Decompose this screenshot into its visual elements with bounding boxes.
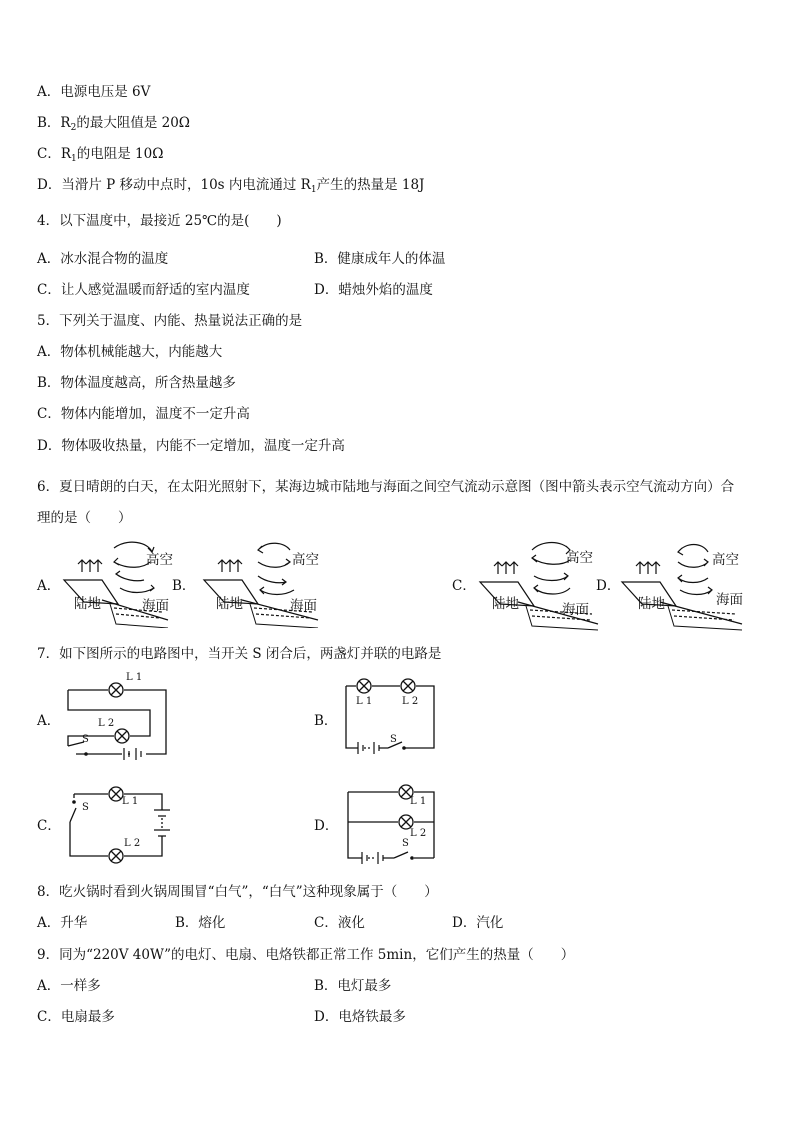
q8-stem: 8．吃火锅时看到火锅周围冒“白气”，“白气”这种现象属于（ ） — [37, 884, 438, 900]
q3-option-b — [37, 114, 190, 137]
q6-option-c-label: C． — [452, 578, 476, 594]
q8-option-b: B．熔化 — [175, 915, 226, 931]
switch-s-label: S — [82, 734, 89, 745]
q8-option-c: C．液化 — [314, 915, 365, 931]
q5-option-c: C．物体内能增加，温度不一定升高 — [37, 406, 250, 422]
circuit-diagram-c — [64, 780, 180, 864]
lamp-l1-label: L 1 — [410, 796, 427, 807]
q6-figure-d — [616, 538, 748, 632]
q8-option-d: D．汽化 — [452, 915, 504, 931]
q7-circuit-b — [340, 676, 440, 756]
q9-option-a: A．一样多 — [37, 978, 101, 994]
q8-option-a: A．升华 — [37, 915, 88, 931]
high-air-label: 高空 — [292, 552, 319, 568]
land-label: 陆地 — [216, 596, 243, 612]
land-label: 陆地 — [74, 596, 101, 612]
q7-stem: 7．如下图所示的电路图中，当开关 S 闭合后，两盏灯并联的电路是 — [37, 646, 442, 662]
q9-option-b: B．电灯最多 — [314, 978, 392, 994]
q9-stem: 9．同为“220V 40W”的电灯、电扇、电烙铁都正常工作 5min，它们产生的热量（ ） — [37, 947, 575, 963]
circuit-diagram-d — [344, 782, 440, 866]
q5-option-b: B．物体温度越高，所含热量越多 — [37, 375, 236, 391]
lamp-l2-label: L 2 — [98, 718, 115, 729]
sea-label: 海面 — [716, 592, 743, 608]
lamp-l2-label: L 2 — [402, 696, 419, 707]
sea-label: 海面 — [290, 598, 317, 614]
high-air-label: 高空 — [566, 550, 593, 566]
switch-s-label: S — [82, 802, 89, 813]
q7-circuit-c — [64, 780, 180, 864]
q6-stem-line1: 6．夏日晴朗的白天，在太阳光照射下，某海边城市陆地与海面之间空气流动示意图（图中箭头表示空气流动方向）合 — [37, 479, 735, 495]
circuit-diagram-a — [62, 676, 174, 760]
q3-option-c-sub: 1 — [71, 154, 77, 164]
high-air-label: 高空 — [712, 552, 739, 568]
land-label: 陆地 — [638, 596, 665, 612]
q5-option-a: A．物体机械能越大，内能越大 — [37, 344, 223, 360]
sea-label: 海面 — [562, 602, 589, 618]
q3-option-d-pre: D．当滑片 P 移动中点时，10s 内电流通过 R — [37, 177, 311, 193]
q3-option-b-post: 的最大阻值是 20Ω — [76, 115, 190, 131]
q6-option-b-label: B． — [172, 578, 196, 594]
q3-option-a: A．电源电压是 6V — [37, 84, 151, 100]
q6-option-a-label: A． — [37, 578, 61, 594]
land-label: 陆地 — [492, 596, 519, 612]
q3-option-b-sub: 2 — [70, 123, 77, 133]
q9-option-d: D．电烙铁最多 — [314, 1009, 406, 1025]
lamp-l1-label: L 1 — [126, 672, 143, 683]
switch-s-label: S — [402, 838, 409, 849]
q4-option-d: D．蜡烛外焰的温度 — [314, 282, 433, 298]
q3-option-d-post: 产生的热量是 18J — [316, 177, 425, 193]
q7-option-b-label: B． — [314, 713, 338, 729]
q6-figure-a — [58, 538, 173, 628]
q9-option-c: C．电扇最多 — [37, 1009, 115, 1025]
q3-option-b-pre: B．R — [37, 115, 71, 131]
q4-stem: 4．以下温度中，最接近 25℃的是( ) — [37, 213, 282, 229]
q3-option-c-post: 的电阻是 10Ω — [76, 146, 164, 162]
high-air-label: 高空 — [146, 552, 173, 568]
q3-option-d — [37, 176, 424, 199]
q4-option-a: A．冰水混合物的温度 — [37, 251, 169, 267]
lamp-l2-label: L 2 — [410, 828, 427, 839]
q7-option-a-label: A． — [37, 713, 61, 729]
q5-option-d: D．物体吸收热量，内能不一定增加，温度一定升高 — [37, 438, 345, 454]
q6-figure-b — [198, 538, 326, 628]
switch-s-label: S — [390, 734, 397, 745]
lamp-l1-label: L 1 — [356, 696, 373, 707]
q3-option-c — [37, 145, 163, 168]
q5-stem: 5．下列关于温度、内能、热量说法正确的是 — [37, 313, 303, 329]
sea-label: 海面 — [142, 598, 169, 614]
q3-option-d-sub: 1 — [310, 185, 317, 195]
q6-figure-c — [474, 538, 602, 632]
q7-circuit-a — [62, 672, 174, 760]
lamp-l1-label: L 1 — [122, 796, 139, 807]
lamp-l2-label: L 2 — [124, 838, 141, 849]
q4-option-b: B．健康成年人的体温 — [314, 251, 446, 267]
q7-option-c-label: C． — [37, 818, 61, 834]
q7-circuit-d — [344, 782, 440, 866]
q4-option-c: C．让人感觉温暖而舒适的室内温度 — [37, 282, 250, 298]
q6-option-d-label: D． — [596, 578, 621, 594]
q3-option-c-pre: C．R — [37, 146, 71, 162]
q7-option-d-label: D． — [314, 818, 339, 834]
q6-stem-line2: 理的是（ ） — [37, 510, 132, 526]
